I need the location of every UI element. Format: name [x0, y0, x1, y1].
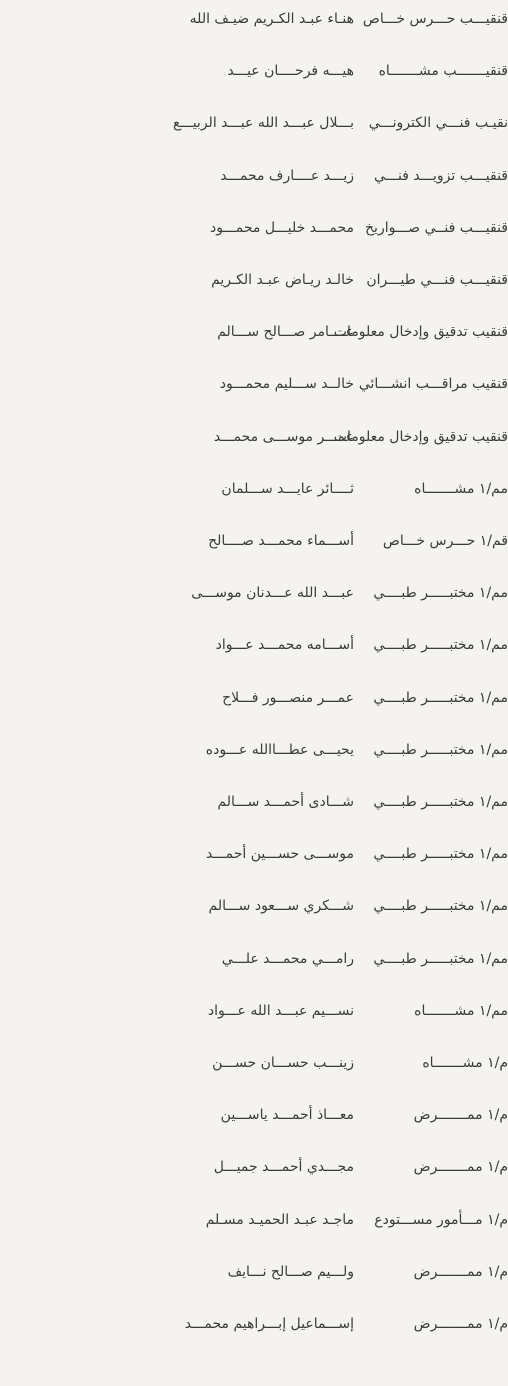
rank-title: مم/١ مختبـــــر طبــــي	[373, 950, 508, 967]
roster-row	[0, 944, 508, 974]
roster-row	[0, 891, 508, 921]
rank-title: قنقيب تدقيق وإدخال معلومات	[333, 428, 508, 445]
roster-row	[0, 1257, 508, 1287]
rank-title: قنقيـــب فنــي صـــواريخ	[365, 219, 508, 236]
person-name: ثــــائر عايـــد ســـلمان	[221, 480, 354, 497]
rank-title: قنقيـــب حـــرس خـــاص	[362, 11, 508, 27]
person-name: خالـد ريـاض عبـد الكـريم	[211, 272, 354, 288]
rank-title: قنقيب تدقيق وإدخال معلومات	[333, 324, 508, 341]
person-name: بـــلال عبـــد الله عبـــد الربيـــع	[172, 115, 354, 132]
rank-title: نقيـب فنـــي الكترونـــي	[368, 115, 508, 132]
roster-row	[0, 108, 508, 138]
person-name: شـــكري ســـعود ســـالم	[208, 898, 354, 915]
roster-row	[0, 1152, 508, 1182]
rank-title: قنقيـــــــب مشـــــــاه	[378, 63, 508, 80]
roster-row	[0, 4, 508, 34]
roster-row	[0, 1048, 508, 1078]
rank-title: مم/١ مشـــــــاه	[414, 480, 508, 497]
roster-row	[0, 683, 508, 713]
roster-row	[0, 317, 508, 347]
person-name: نســـيم عبـــد الله عـــواد	[207, 1002, 354, 1019]
roster-row	[0, 1309, 508, 1339]
roster-row	[0, 787, 508, 817]
roster-row	[0, 1100, 508, 1130]
rank-title: مم/١ مختبـــــر طبــــي	[373, 794, 508, 810]
person-name: هنـاء عبـد الكـريم ضيـف الله	[189, 11, 354, 27]
rank-title: مم/١ مختبـــــر طبــــي	[373, 846, 508, 863]
person-name: إســـماعيل إبـــراهيم محمـــد	[184, 1316, 354, 1332]
person-name: زينـــب حســـان حســـن	[212, 1055, 354, 1071]
rank-title: مم/١ مختبـــــر طبــــي	[373, 585, 508, 602]
rank-title: م/١ ممـــــــرض	[413, 1263, 508, 1280]
rank-title: قم/١ حـــرس خـــاص	[382, 533, 508, 549]
rank-title: م/١ ممـــــــرض	[413, 1316, 508, 1332]
roster-row	[0, 422, 508, 452]
roster-row	[0, 369, 508, 399]
person-name: عمـــر منصـــور فـــلاح	[222, 689, 354, 706]
roster-row	[0, 578, 508, 608]
rank-title: مم/١ مختبـــــر طبــــي	[373, 689, 508, 706]
roster-row	[0, 839, 508, 869]
person-name: زيـــد عــــارف محمـــد	[220, 167, 354, 184]
person-name: هيـــه فرحــــان عيـــد	[227, 63, 354, 80]
person-name: ماجـد عبـد الحميـد مسـلم	[205, 1211, 354, 1228]
person-name: محمـــد خليـــل محمـــود	[209, 219, 354, 236]
person-name: يحيـــى عطـــاالله عـــوده	[205, 741, 354, 758]
rank-title: مم/١ مشـــــــاه	[414, 1002, 508, 1019]
roster-row	[0, 1205, 508, 1235]
rank-title: مم/١ مختبـــــر طبــــي	[373, 637, 508, 654]
rank-title: قنقيـــب فنـــي طيـــران	[366, 272, 508, 288]
roster-row	[0, 213, 508, 243]
person-name: مجـــدي أحمـــد جميـــل	[213, 1159, 354, 1176]
person-name: عبـــد الله عـــدنان موســـى	[191, 585, 354, 602]
roster-row	[0, 735, 508, 765]
rank-title: مم/١ مختبـــــر طبــــي	[373, 898, 508, 915]
rank-title: قنقيـــب تزويـــد فنـــي	[374, 167, 508, 184]
person-name: شـــادى أحمـــد ســـالم	[217, 794, 354, 810]
rank-title: م/١ ممـــــــرض	[413, 1159, 508, 1176]
roster-row	[0, 996, 508, 1026]
person-name: عــــامر صـــالح ســـالم	[217, 324, 354, 341]
person-name: رامـــي محمـــد علـــي	[221, 950, 354, 967]
person-name: أســـماء محمـــد صــــالح	[208, 533, 354, 549]
roster-row	[0, 474, 508, 504]
roster-row	[0, 630, 508, 660]
person-name: ولـــيم صـــالح نـــايف	[227, 1263, 354, 1280]
roster-row	[0, 56, 508, 86]
rank-title: م/١ ممـــــــرض	[413, 1107, 508, 1124]
person-name: موســـى حســـين أحمـــد	[206, 846, 354, 863]
person-name: أســـامه محمـــد عـــواد	[215, 637, 354, 654]
roster-row	[0, 526, 508, 556]
rank-title: قنقيب مراقـــب انشـــائي	[358, 376, 508, 393]
roster-row	[0, 161, 508, 191]
person-name: عمـــر موســـى محمـــد	[213, 428, 354, 445]
rank-title: مم/١ مختبـــــر طبــــي	[373, 741, 508, 758]
person-name: خالــد ســـليم محمـــود	[219, 376, 354, 393]
person-name: معـــاذ أحمـــد ياســـين	[220, 1107, 354, 1124]
rank-title: م/١ مـــأمور مســـتودع	[374, 1211, 508, 1228]
rank-title: م/١ مشـــــــاه	[422, 1055, 508, 1071]
roster-row	[0, 265, 508, 295]
